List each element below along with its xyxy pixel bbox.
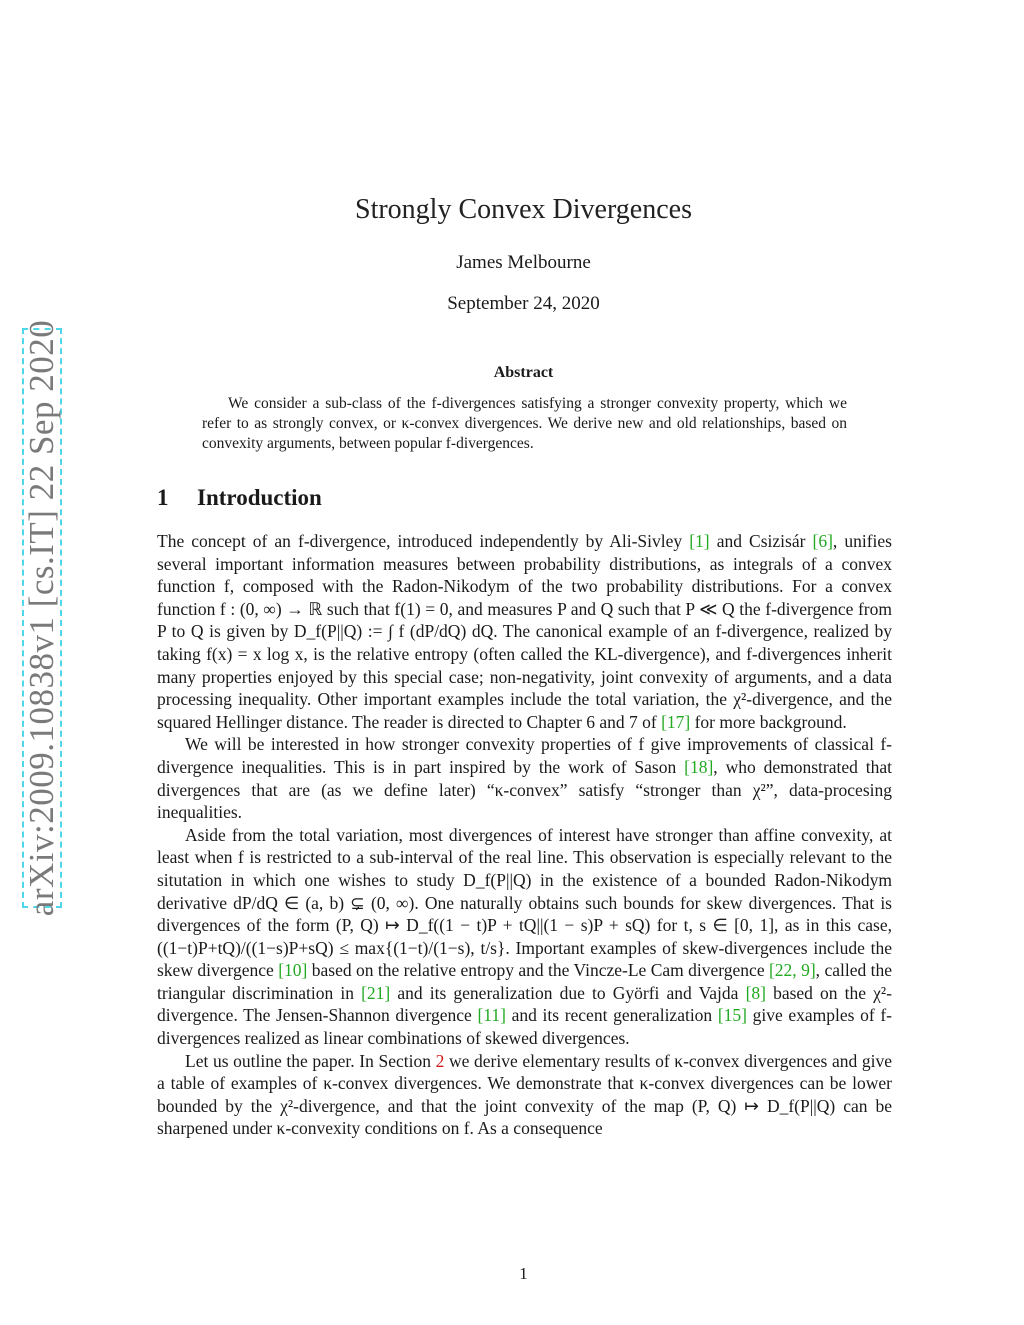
citation-link[interactable]: [6] — [812, 531, 833, 551]
introduction-body — [157, 530, 892, 1140]
paragraph-text: and its generalization due to Györfi and Vajda — [390, 982, 746, 1003]
citation-link[interactable]: [15] — [717, 1005, 747, 1026]
arxiv-identifier-stamp — [22, 319, 62, 917]
citation-link[interactable]: [21] — [361, 982, 391, 1003]
section-number: 1 — [157, 485, 169, 510]
citation-link[interactable]: [8] — [745, 982, 766, 1003]
section-reference-link[interactable]: 2 — [435, 1050, 445, 1071]
paper-title: Strongly Convex Divergences — [355, 194, 692, 225]
paragraph — [157, 733, 892, 823]
citation-link[interactable]: [22, 9] — [768, 960, 816, 981]
paragraph — [157, 1050, 892, 1140]
citation-link[interactable]: [1] — [689, 531, 710, 551]
paragraph-text: based on the χ²-divergence. The Jensen-Shannon divergence — [157, 982, 893, 1026]
paragraph-text: give examples of f-divergences realized as linear combinations of skewed divergences. — [157, 1005, 892, 1049]
author-name: James Melbourne — [456, 252, 591, 273]
paragraph-text: based on the relative entropy and the Vincze-Le Cam divergence — [307, 960, 769, 981]
paragraph-text: The concept of an f-divergence, introduced independently by Ali-Sivley — [157, 531, 690, 551]
section-title: Introduction — [197, 485, 322, 510]
paragraph-text: We will be interested in how stronger convexity properties of f give improvements of classical f-divergence inequalities. This is in part inspired by the work of Sason — [157, 734, 892, 777]
paragraph-text: and its recent generalization — [505, 1005, 718, 1026]
paragraph-text: Let us outline the paper. In Section — [185, 1050, 436, 1071]
paragraph-text: , unifies several important information measures between probability distributions, as integrals of a convex function f, composed with the Radon-Nikodym of the two probability distributions. For a convex function f : (0, ∞) → ℝ such that f(1) = 0, and measures P and Q such that P ≪ Q the f-divergence from P to Q is given by D_f(P||Q) := ∫ f (dP/dQ) dQ. The canonical example of an f-divergence, realized by taking f(x) = x log x, is the relative entropy (often called the KL-divergence), and f-divergences inherit many properties enjoyed by this special case; non-negativity, joint convexity of arguments, and a data processing inequality. Other important examples include the total variation, the χ²-divergence, and the squared Hellinger distance. The reader is directed to Chapter 6 and 7 of — [157, 531, 892, 732]
citation-link[interactable]: [17] — [661, 711, 691, 732]
page-number: 1 — [519, 1264, 528, 1283]
paragraph — [157, 530, 892, 733]
paragraph — [157, 824, 892, 1050]
paragraph-text: we derive elementary results of κ-convex divergences and give a table of examples of κ-convex divergences. We demonstrate that κ-convex divergences can be lower bounded by the χ²-divergence, and that the joint convexity of the map (P, Q) ↦ D_f(P||Q) can be sharpened under κ-convexity conditions on f. As a consequence — [157, 1050, 893, 1139]
arxiv-identifier-text: arXiv:2009.10838v1 [cs.IT] 22 Sep 2020 — [22, 319, 61, 917]
paragraph-text: Aside from the total variation, most divergences of interest have stronger than affine convexity, at least when f is restricted to a sub-interval of the real line. This observation is especially relevant to the situtation in which one wishes to study D_f(P||Q) in the existence of a bounded Radon-Nikodym derivative dP/dQ ∈ (a, b) ⊊ (0, ∞). One naturally obtains such bounds for skew divergences. That is divergences of the form (P, Q) ↦ D_f((1 − t)P + tQ||(1 − s)P + sQ) for t, s ∈ [0, 1], as in this case, ((1−t)P+tQ)/((1−s)P+sQ) ≤ max{(1−t)/(1−s), t/s}. Important examples of skew-divergences include the skew divergence — [157, 824, 892, 981]
citation-link[interactable]: [11] — [477, 1005, 506, 1026]
abstract-text: We consider a sub-class of the f-divergences satisfying a stronger convexity property, which we refer to as strongly convex, or κ-convex divergences. We derive new and old relationships, based on convexity arguments, between popular f-divergences. — [202, 395, 847, 452]
abstract-heading: Abstract — [493, 364, 554, 381]
paragraph-text: , called the triangular discrimination in — [157, 960, 892, 1003]
citation-link[interactable]: [10] — [278, 960, 308, 981]
paragraph-text: , who demonstrated that divergences that are (as we define later) “κ-convex” satisfy “stronger than χ²”, data-procesing inequalities. — [157, 756, 893, 823]
section-heading — [157, 485, 322, 511]
paragraph-text: for more background. — [690, 711, 847, 732]
publication-date: September 24, 2020 — [447, 293, 600, 314]
paragraph-text: and Csizisár — [709, 531, 813, 551]
abstract-body — [202, 394, 847, 454]
citation-link[interactable]: [18] — [684, 756, 714, 777]
